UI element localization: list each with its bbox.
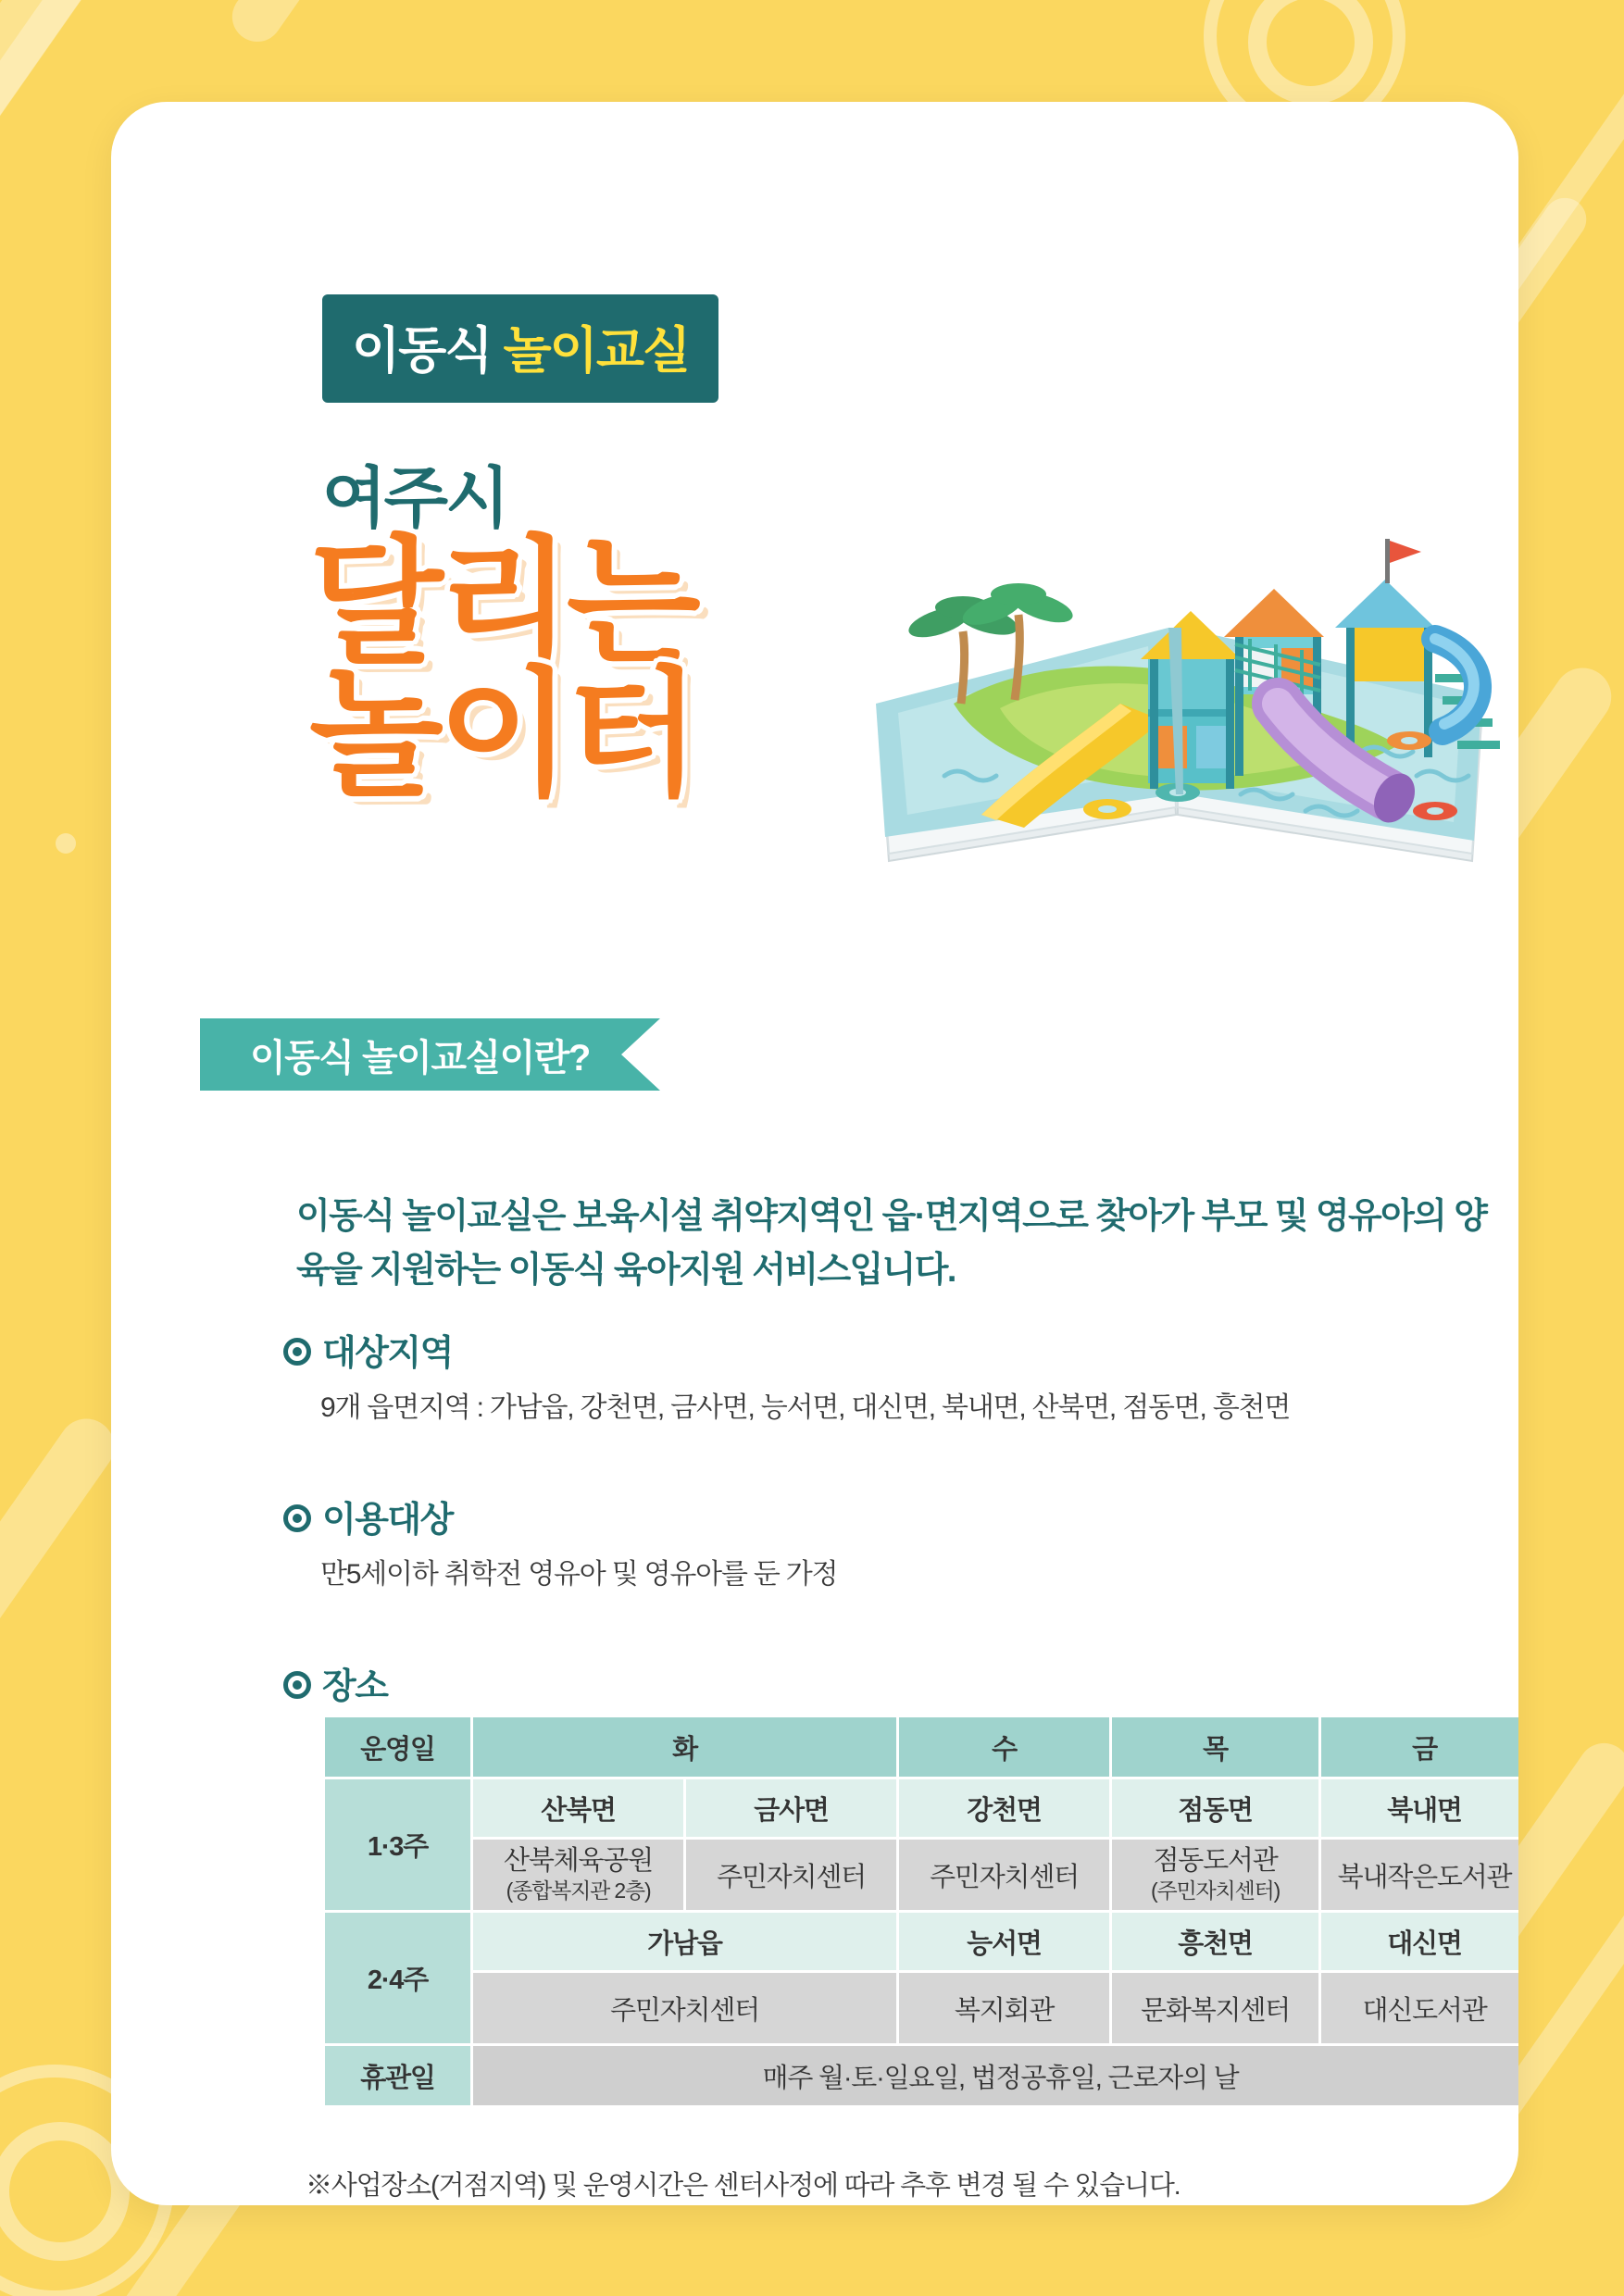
section-target-area	[283, 1324, 1518, 1429]
deco-stripe	[0, 1408, 125, 1758]
row-label-week13: 1·3주	[324, 1778, 472, 1912]
cell-week13-wed-place: 주민자치센터	[898, 1839, 1111, 1912]
row-label-week24: 2·4주	[324, 1912, 472, 2045]
header-cell-fri: 금	[1320, 1716, 1518, 1778]
schedule-table-wrapper	[322, 1715, 1518, 2108]
cell-week24-fri-name: 대신면	[1320, 1912, 1518, 1972]
bullet-icon	[283, 1338, 311, 1366]
place-name: 점동도서관	[1153, 1846, 1278, 1876]
ribbon-label: 이동식 놀이교실이란?	[200, 1018, 621, 1091]
schedule-table	[322, 1715, 1518, 2108]
table-row	[324, 1912, 1519, 1972]
section-body: 9개 읍면지역 : 가남읍, 강천면, 금사면, 능서면, 대신면, 북내면, 산북면, 점동면, 흥천면	[320, 1392, 1291, 1423]
section-heading	[283, 1324, 1518, 1375]
cell-week13-wed-name: 강천면	[898, 1778, 1111, 1839]
table-row	[324, 1839, 1519, 1912]
section-heading	[283, 1657, 1518, 1708]
section-ribbon	[200, 1018, 660, 1091]
bullet-icon	[283, 1671, 311, 1699]
program-badge	[322, 294, 718, 403]
cell-week13-thu-name: 점동면	[1111, 1778, 1320, 1839]
deco-ring	[0, 2122, 130, 2261]
place-sub: (종합복지관 2층)	[506, 1878, 651, 1903]
cell-week13-thu-place	[1111, 1839, 1320, 1912]
section-eligibility	[283, 1491, 1518, 1595]
cell-week24-wed-name: 능서면	[898, 1912, 1111, 1972]
table-row	[324, 1972, 1519, 2045]
page-title	[309, 525, 695, 812]
cell-week13-tue-b-name: 금사면	[685, 1778, 898, 1839]
section-heading	[283, 1491, 1518, 1541]
section-location	[283, 1657, 1518, 1708]
cell-week13-tue-a-place	[472, 1839, 685, 1912]
header-cell-wed: 수	[898, 1716, 1111, 1778]
place-name: 산북체육공원	[504, 1846, 653, 1876]
table-row	[324, 2045, 1519, 2107]
header-cell-tue: 화	[472, 1716, 898, 1778]
cell-week24-tue-place: 주민자치센터	[472, 1972, 898, 2045]
section-heading-label: 이용대상	[322, 1501, 453, 1540]
cell-week13-tue-a-name: 산북면	[472, 1778, 685, 1839]
table-row	[324, 1778, 1519, 1839]
header-cell-operating-day: 운영일	[324, 1716, 472, 1778]
deco-stripe	[222, 0, 439, 52]
cell-week24-wed-place: 복지회관	[898, 1972, 1111, 2045]
ribbon-tail	[621, 1018, 660, 1091]
cell-week24-fri-place: 대신도서관	[1320, 1972, 1518, 2045]
place-sub: (주민자치센터)	[1151, 1878, 1280, 1903]
footnote: ※사업장소(거점지역) 및 운영시간은 센터사정에 따라 추후 변경 될 수 있습니다.	[306, 2171, 1181, 2201]
page-title-line2: 놀이터	[309, 656, 695, 812]
deco-ring	[1248, 0, 1373, 105]
section-heading-label: 장소	[322, 1667, 388, 1706]
cell-week24-tue-name: 가남읍	[472, 1912, 898, 1972]
cell-week13-fri-place: 북내작은도서관	[1320, 1839, 1518, 1912]
bullet-icon	[283, 1504, 311, 1532]
page-title-line1: 달리는	[309, 525, 695, 680]
cell-closed-days: 매주 월·토·일요일, 법정공휴일, 근로자의 날	[472, 2045, 1519, 2107]
deco-dot	[56, 833, 76, 854]
badge-highlight: 놀이교실	[503, 323, 690, 379]
cell-week13-fri-name: 북내면	[1320, 1778, 1518, 1839]
intro-paragraph: 이동식 놀이교실은 보육시설 취약지역인 읍·면지역으로 찾아가 부모 및 영유아의 양육을 지원하는 이동식 육아지원 서비스입니다.	[296, 1197, 1487, 1290]
cell-week13-tue-b-place: 주민자치센터	[685, 1839, 898, 1912]
cell-week24-thu-name: 흥천면	[1111, 1912, 1320, 1972]
section-heading-label: 대상지역	[322, 1334, 453, 1373]
poster-card	[111, 102, 1518, 2205]
header-cell-thu: 목	[1111, 1716, 1320, 1778]
playground-book-illustration	[843, 426, 1509, 944]
table-header-row	[324, 1716, 1519, 1778]
badge-prefix: 이동식	[352, 323, 504, 379]
cell-week24-thu-place: 문화복지센터	[1111, 1972, 1320, 2045]
city-name: 여주시	[322, 462, 507, 536]
section-body: 만5세이하 취학전 영유아 및 영유아를 둔 가정	[320, 1559, 838, 1590]
row-label-closed: 휴관일	[324, 2045, 472, 2107]
